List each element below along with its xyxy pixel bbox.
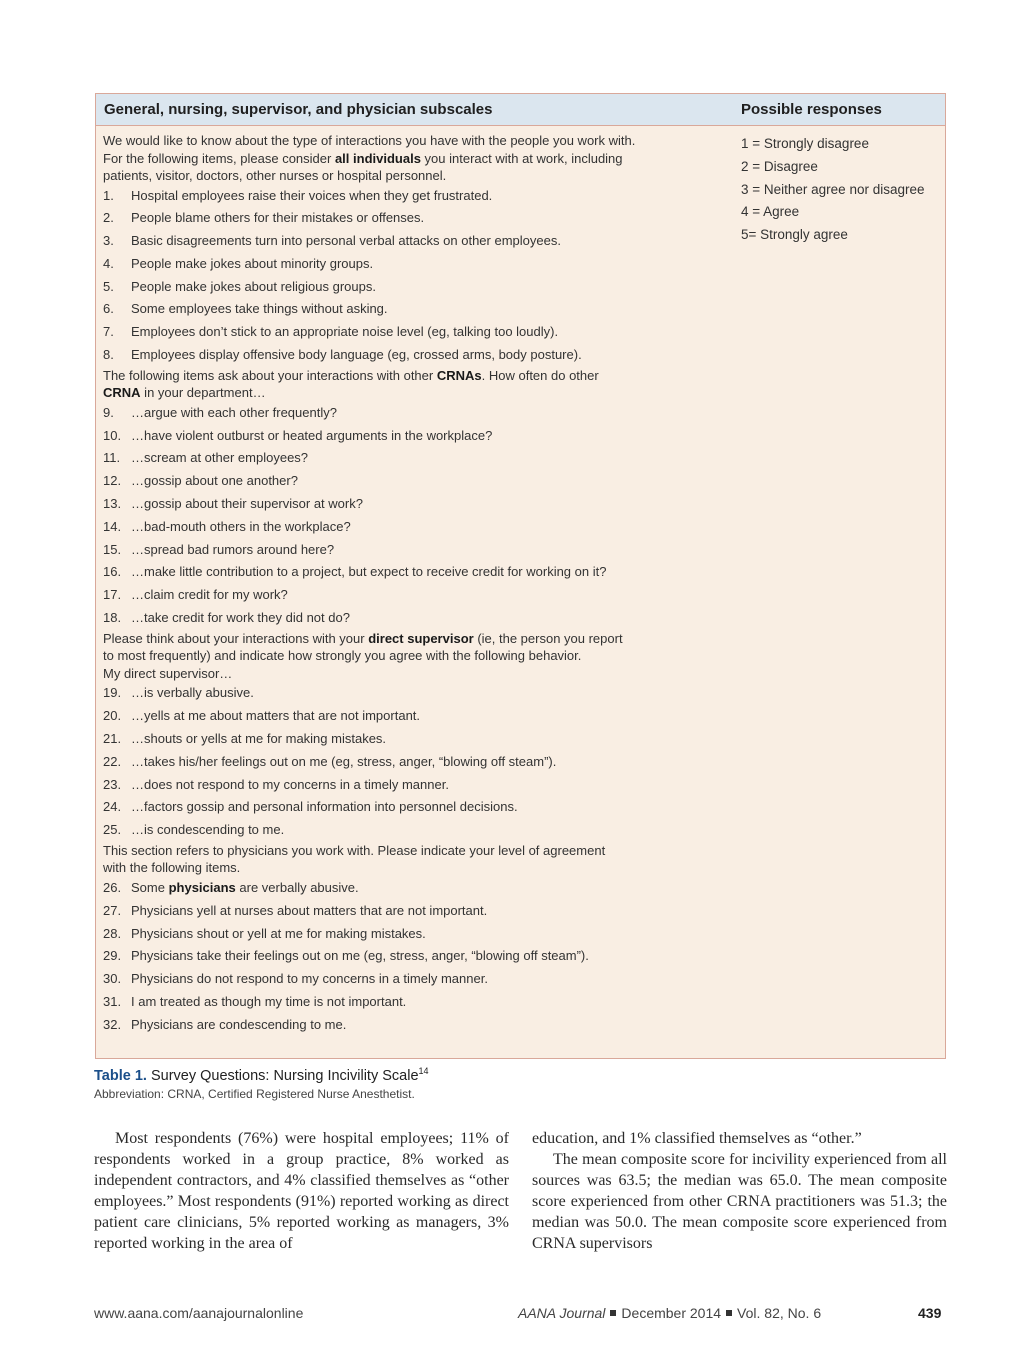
table-header bbox=[96, 94, 945, 126]
intro-supervisor: Please think about your interactions with your direct supervisor (ie, the person you report to most frequently) and indicate how strongly you agree with the following behavior. My direct supervisor… bbox=[103, 630, 623, 681]
list-item: 17. …claim credit for my work? bbox=[103, 587, 288, 603]
intro-general: We would like to know about the type of interactions you have with the people you work with. For the following items, please consider all individuals you interact with at work, including patients, visitor, doctors, other nurses or hospital personnel. bbox=[103, 133, 636, 183]
table-caption: Table 1. Survey Questions: Nursing Incivility Scale$^{14}$ bbox=[94, 1066, 429, 1084]
body-column-left bbox=[94, 1128, 509, 1254]
list-item: 12. …gossip about one another? bbox=[103, 473, 298, 489]
list-item: 14. …bad-mouth others in the workplace? bbox=[103, 518, 351, 534]
list-item: 9. …argue with each other frequently? bbox=[103, 404, 337, 420]
intro-crna: The following items ask about your interactions with other CRNAs. How often do other CRNA in your department… bbox=[103, 367, 599, 401]
bullet-icon bbox=[610, 1310, 616, 1316]
list-item: 22. …takes his/her feelings out on me (eg, stress, anger, “blowing off steam”). bbox=[103, 753, 557, 769]
survey-table bbox=[95, 93, 946, 1059]
table-label: Table 1. bbox=[94, 1067, 147, 1084]
list-item: 6. Some employees take things without asking. bbox=[103, 301, 388, 317]
response-option: 3 = Neither agree nor disagree bbox=[741, 181, 925, 197]
table-abbreviation: Abbreviation: CRNA, Certified Registered Nurse Anesthetist. bbox=[94, 1087, 415, 1101]
list-item: 5. People make jokes about religious groups. bbox=[103, 278, 376, 294]
list-item: 23. …does not respond to my concerns in a timely manner. bbox=[103, 776, 449, 792]
bullet-icon bbox=[726, 1310, 732, 1316]
table-title: Survey Questions: Nursing Incivility Scale bbox=[150, 1067, 419, 1084]
list-item: 8. Employees display offensive body language (eg, crossed arms, body posture). bbox=[103, 347, 582, 363]
page-number: 439 bbox=[918, 1305, 942, 1321]
list-item: 32. Physicians are condescending to me. bbox=[103, 1016, 347, 1032]
header-subscales: General, nursing, supervisor, and physician subscales bbox=[104, 101, 493, 118]
intro-physician: This section refers to physicians you work with. Please indicate your level of agreement with the following items. bbox=[103, 842, 606, 876]
list-item: 2. People blame others for their mistakes or offenses. bbox=[103, 210, 425, 226]
body-paragraph: Most respondents (76%) were hospital employees; 11% of respondents worked in a group practice, 8% worked as independent contractors, and 4% classified themselves as “other employees.” Most respondents (91%) reported working as direct patient care clinicians, 5% reported working as managers, 3% reported working in the area of bbox=[94, 1130, 509, 1252]
journal-citation: AANA Journal December 2014 Vol. 82, No. 6 bbox=[518, 1305, 822, 1321]
body-paragraph: education, and 1% classified themselves as “other.” bbox=[532, 1130, 862, 1147]
body-column-right bbox=[532, 1128, 947, 1254]
list-item: 30. Physicians do not respond to my concerns in a timely manner. bbox=[103, 971, 488, 987]
list-item: 3. Basic disagreements turn into personal verbal attacks on other employees. bbox=[103, 233, 561, 249]
list-item: 29. Physicians take their feelings out on me (eg, stress, anger, “blowing off steam”). bbox=[103, 948, 589, 964]
items-crna bbox=[103, 402, 703, 630]
items-physician bbox=[103, 900, 703, 1037]
list-item: 16. …make little contribution to a project, but expect to receive credit for working on it? bbox=[103, 564, 607, 580]
list-item: 21. …shouts or yells at me for making mistakes. bbox=[103, 730, 387, 746]
list-item: 27. Physicians yell at nurses about matters that are not important. bbox=[103, 902, 488, 918]
list-item: 4. People make jokes about minority groups. bbox=[103, 255, 374, 271]
list-item: 31. I am treated as though my time is not important. bbox=[103, 993, 407, 1009]
list-item: 26. Some physicians are verbally abusive. bbox=[103, 879, 359, 895]
list-item: 7. Employees don’t stick to an appropriate noise level (eg, talking too loudly). bbox=[103, 324, 559, 340]
response-option: 5= Strongly agree bbox=[741, 227, 848, 243]
list-item: 19. …is verbally abusive. bbox=[103, 685, 254, 701]
list-item: 24. …factors gossip and personal information into personnel decisions. bbox=[103, 799, 518, 815]
responses-column bbox=[741, 133, 925, 247]
list-item: 18. …take credit for work they did not do? bbox=[103, 610, 350, 626]
questions-column bbox=[103, 132, 703, 1037]
journal-url[interactable]: www.aana.com/aanajournalonline bbox=[94, 1305, 304, 1321]
list-item: 25. …is condescending to me. bbox=[103, 822, 285, 838]
body-paragraph: The mean composite score for incivility experienced from all sources was 63.5; the median was 65.0. The mean composite score experienced from other CRNA practitioners was 51.3; the median was 50.0. The mean composite score experienced from CRNA supervisors bbox=[532, 1151, 947, 1252]
response-option: 4 = Agree bbox=[741, 204, 800, 220]
list-item: 15. …spread bad rumors around here? bbox=[103, 541, 335, 557]
list-item: 11. …scream at other employees? bbox=[103, 450, 309, 466]
header-responses: Possible responses bbox=[741, 101, 882, 118]
list-item: 10. …have violent outburst or heated arguments in the workplace? bbox=[103, 427, 493, 443]
list-item: 1. Hospital employees raise their voices when they get frustrated. bbox=[103, 187, 493, 203]
list-item: 28. Physicians shout or yell at me for making mistakes. bbox=[103, 925, 426, 941]
list-item: 13. …gossip about their supervisor at work? bbox=[103, 496, 363, 512]
response-option: 2 = Disagree bbox=[741, 158, 818, 174]
items-general bbox=[103, 185, 703, 367]
items-supervisor bbox=[103, 682, 703, 842]
response-option: 1 = Strongly disagree bbox=[741, 136, 869, 151]
list-item: 20. …yells at me about matters that are not important. bbox=[103, 708, 421, 724]
